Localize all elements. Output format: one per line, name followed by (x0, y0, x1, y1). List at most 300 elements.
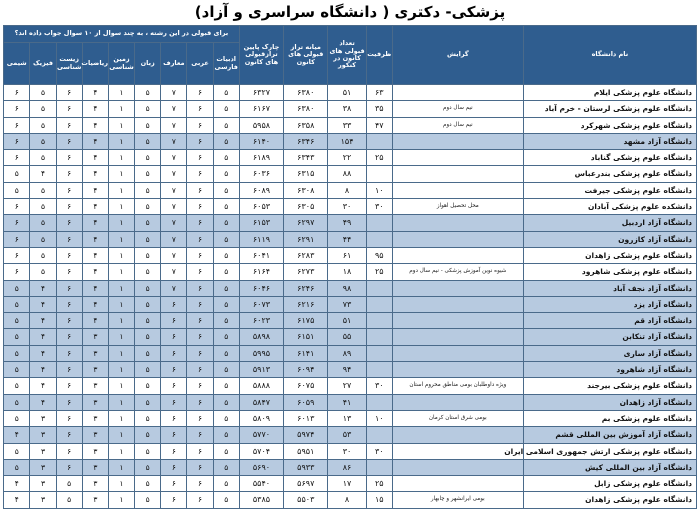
cell-score: ۶ (161, 313, 187, 329)
cell-score: ۵ (213, 394, 239, 410)
cell-accepted: ۱۳ (328, 410, 366, 426)
cell-score: ۵ (30, 85, 56, 101)
cell-group (392, 459, 523, 475)
cell-score: ۶ (56, 117, 82, 133)
cell-score: ۱ (108, 133, 134, 149)
cell-score: ۱ (108, 378, 134, 394)
cell-score: ۵ (4, 296, 30, 312)
cell-score: ۴ (82, 101, 108, 117)
cell-score: ۷ (161, 215, 187, 231)
cell-capacity: ۲۵ (366, 476, 392, 492)
cell-score: ۷ (161, 182, 187, 198)
cell-score: ۱ (108, 476, 134, 492)
cell-score: ۴ (82, 247, 108, 263)
table-row (4, 85, 697, 101)
header-subject: فیزیک (30, 43, 56, 85)
table-row (4, 247, 697, 263)
cell-score: ۵ (4, 329, 30, 345)
cell-score: ۵ (213, 264, 239, 280)
cell-university: دانشگاه آزاد ساری (523, 345, 696, 361)
cell-score: ۵ (213, 117, 239, 133)
cell-group (392, 427, 523, 443)
cell-score: ۱ (108, 231, 134, 247)
cell-score: ۵ (135, 329, 161, 345)
cell-capacity (366, 231, 392, 247)
cell-score: ۶ (161, 345, 187, 361)
cell-score: ۶ (56, 85, 82, 101)
cell-score: ۶ (161, 329, 187, 345)
table-row (4, 280, 697, 296)
cell-score: ۵ (30, 247, 56, 263)
cell-capacity (366, 166, 392, 182)
cell-university: دانشگاه علوم پزشکی بندرعباس (523, 166, 696, 182)
cell-score: ۵ (30, 133, 56, 149)
cell-score: ۶ (4, 199, 30, 215)
cell-score: ۶ (187, 443, 213, 459)
cell-score: ۶ (187, 394, 213, 410)
cell-score: ۵ (213, 345, 239, 361)
cell-score: ۵ (135, 410, 161, 426)
cell-university: دانشگاه آزاد آموزش بین المللی قشم (523, 427, 696, 443)
cell-accepted: ۴۹ (328, 215, 366, 231)
cell-university: دانشگاه علوم پزشکی شاهرود (523, 264, 696, 280)
cell-score: ۳ (82, 394, 108, 410)
cell-avg-level: ۶۳۰۵ (284, 199, 328, 215)
cell-group: شیوه نوین آموزش پزشکی - نیم سال دوم (392, 264, 523, 280)
cell-score: ۳ (82, 459, 108, 475)
cell-avg-level: ۵۹۷۴ (284, 427, 328, 443)
cell-score: ۷ (161, 117, 187, 133)
cell-avg-level: ۶۳۵۸ (284, 117, 328, 133)
cell-accepted: ۸۸ (328, 166, 366, 182)
cell-q1-level: ۶۰۷۳ (239, 296, 283, 312)
cell-score: ۶ (161, 378, 187, 394)
cell-capacity (366, 215, 392, 231)
cell-q1-level: ۵۸۴۷ (239, 394, 283, 410)
cell-score: ۶ (56, 280, 82, 296)
cell-score: ۵ (56, 476, 82, 492)
table-row (4, 394, 697, 410)
cell-capacity: ۹۵ (366, 247, 392, 263)
cell-score: ۶ (187, 215, 213, 231)
cell-score: ۶ (56, 231, 82, 247)
cell-university: دانشگاه آزاد نجف آباد (523, 280, 696, 296)
cell-score: ۱ (108, 329, 134, 345)
cell-score: ۵ (4, 443, 30, 459)
cell-accepted: ۱۷ (328, 476, 366, 492)
cell-score: ۴ (82, 117, 108, 133)
cell-score: ۶ (56, 101, 82, 117)
cell-score: ۵ (213, 378, 239, 394)
cell-score: ۱ (108, 166, 134, 182)
cell-q1-level: ۵۳۸۵ (239, 492, 283, 508)
cell-group: بومی شرق استان کرمان (392, 410, 523, 426)
cell-score: ۶ (56, 199, 82, 215)
cell-score: ۴ (82, 150, 108, 166)
cell-q1-level: ۶۰۲۳ (239, 313, 283, 329)
cell-score: ۵ (213, 329, 239, 345)
cell-capacity: ۳۵ (366, 101, 392, 117)
cell-score: ۶ (187, 296, 213, 312)
cell-university: دانشگاه علوم پزشکی گناباد (523, 150, 696, 166)
cell-capacity (366, 296, 392, 312)
header-accepted: تعداد قبولی های کانون در کنکور (328, 26, 366, 85)
cell-avg-level: ۶۳۴۶ (284, 133, 328, 149)
cell-score: ۵ (213, 280, 239, 296)
cell-avg-level: ۶۱۷۵ (284, 313, 328, 329)
cell-score: ۴ (30, 345, 56, 361)
cell-score: ۵ (30, 101, 56, 117)
cell-university: دانشگاه علوم پزشکی لرستان - خرم آباد (523, 101, 696, 117)
table-row (4, 150, 697, 166)
cell-score: ۶ (161, 427, 187, 443)
cell-university: دانشگاه آزاد یزد (523, 296, 696, 312)
cell-accepted: ۱۸ (328, 264, 366, 280)
cell-score: ۵ (4, 182, 30, 198)
cell-group (392, 394, 523, 410)
table-row (4, 345, 697, 361)
cell-q1-level: ۶۰۸۹ (239, 182, 283, 198)
table-row (4, 410, 697, 426)
cell-avg-level: ۶۲۸۳ (284, 247, 328, 263)
cell-group (392, 313, 523, 329)
cell-accepted: ۸ (328, 182, 366, 198)
cell-avg-level: ۶۲۷۳ (284, 264, 328, 280)
cell-score: ۵ (4, 280, 30, 296)
cell-university: دانشگاه آزاد اردبیل (523, 215, 696, 231)
cell-q1-level: ۶۱۵۳ (239, 215, 283, 231)
cell-university: دانشگاه آزاد بین المللی کیش (523, 459, 696, 475)
cell-score: ۶ (187, 378, 213, 394)
cell-score: ۵ (213, 247, 239, 263)
cell-score: ۶ (161, 476, 187, 492)
cell-score: ۵ (30, 117, 56, 133)
table-row (4, 313, 697, 329)
cell-university: دانشگاه آزاد مشهد (523, 133, 696, 149)
cell-score: ۶ (161, 362, 187, 378)
cell-score: ۵ (213, 362, 239, 378)
cell-score: ۶ (187, 85, 213, 101)
cell-q1-level: ۶۱۴۰ (239, 133, 283, 149)
cell-score: ۴ (82, 280, 108, 296)
cell-accepted: ۵۱ (328, 313, 366, 329)
cell-score: ۵ (213, 443, 239, 459)
cell-score: ۷ (161, 199, 187, 215)
cell-score: ۵ (213, 459, 239, 475)
cell-score: ۳ (30, 410, 56, 426)
cell-score: ۷ (161, 101, 187, 117)
cell-score: ۶ (56, 443, 82, 459)
cell-group (392, 150, 523, 166)
cell-score: ۴ (82, 264, 108, 280)
cell-score: ۱ (108, 117, 134, 133)
cell-score: ۵ (213, 492, 239, 508)
cell-score: ۵ (135, 150, 161, 166)
cell-score: ۵ (135, 101, 161, 117)
cell-score: ۶ (4, 117, 30, 133)
cell-avg-level: ۵۹۳۳ (284, 459, 328, 475)
table-row (4, 329, 697, 345)
table-row (4, 492, 697, 508)
cell-q1-level: ۶۱۶۷ (239, 101, 283, 117)
cell-score: ۶ (4, 247, 30, 263)
cell-score: ۶ (187, 166, 213, 182)
cell-q1-level: ۶۰۴۶ (239, 280, 283, 296)
cell-group (392, 133, 523, 149)
cell-score: ۴ (82, 85, 108, 101)
cell-score: ۵ (135, 296, 161, 312)
cell-university: دانشگاه علوم پزشکی بم (523, 410, 696, 426)
cell-score: ۷ (161, 150, 187, 166)
cell-group (392, 182, 523, 198)
cell-capacity (366, 313, 392, 329)
cell-score: ۱ (108, 345, 134, 361)
cell-university: دانشگاه علوم پزشکی زاهدان (523, 247, 696, 263)
cell-q1-level: ۶۱۱۹ (239, 231, 283, 247)
cell-score: ۱ (108, 362, 134, 378)
table-row (4, 166, 697, 182)
header-avg-level: میانه تراز قبولی های کانون (284, 26, 328, 85)
cell-score: ۵ (30, 182, 56, 198)
cell-score: ۵ (213, 150, 239, 166)
cell-score: ۶ (56, 150, 82, 166)
cell-accepted: ۹۸ (328, 280, 366, 296)
table-row (4, 199, 697, 215)
cell-score: ۳ (82, 443, 108, 459)
cell-group (392, 85, 523, 101)
cell-group (392, 231, 523, 247)
cell-q1-level: ۶۱۸۹ (239, 150, 283, 166)
cell-score: ۳ (82, 362, 108, 378)
cell-score: ۴ (30, 280, 56, 296)
cell-capacity: ۳۰ (366, 443, 392, 459)
cell-score: ۵ (135, 492, 161, 508)
cell-score: ۶ (187, 182, 213, 198)
cell-capacity: ۲۵ (366, 150, 392, 166)
header-answers: برای قبولی در این رشته ، به چند سوال از ۱۰ سوال جواب داده اند؟ (4, 26, 240, 43)
cell-q1-level: ۶۰۴۱ (239, 247, 283, 263)
cell-score: ۴ (4, 492, 30, 508)
cell-capacity: ۶۳ (366, 85, 392, 101)
cell-score: ۴ (30, 313, 56, 329)
cell-score: ۶ (4, 264, 30, 280)
cell-accepted: ۵۱ (328, 85, 366, 101)
cell-score: ۱ (108, 410, 134, 426)
cell-score: ۵ (135, 85, 161, 101)
header-subject: ادبیات فارسی (213, 43, 239, 85)
cell-score: ۵ (4, 166, 30, 182)
cell-score: ۶ (187, 313, 213, 329)
cell-university: دانشگاه آزاد تنکابن (523, 329, 696, 345)
cell-university: دانشگاه آزاد زاهدان (523, 394, 696, 410)
header-q1-level: چارک پایین ترازقبولی های کانون (239, 26, 283, 85)
cell-score: ۱ (108, 296, 134, 312)
cell-avg-level: ۶۳۱۵ (284, 166, 328, 182)
cell-score: ۵ (30, 150, 56, 166)
cell-score: ۵ (213, 182, 239, 198)
cell-score: ۴ (30, 362, 56, 378)
cell-score: ۵ (135, 247, 161, 263)
cell-score: ۵ (213, 427, 239, 443)
cell-score: ۶ (187, 264, 213, 280)
cell-score: ۶ (187, 101, 213, 117)
results-table (3, 25, 697, 509)
cell-university: دانشگاه آزاد شاهرود (523, 362, 696, 378)
cell-score: ۳ (82, 492, 108, 508)
cell-q1-level: ۵۶۹۰ (239, 459, 283, 475)
cell-score: ۴ (30, 166, 56, 182)
cell-score: ۶ (187, 345, 213, 361)
cell-capacity: ۲۵ (366, 264, 392, 280)
cell-university: دانشگاه علوم پزشکی ایلام (523, 85, 696, 101)
table-row (4, 182, 697, 198)
cell-score: ۳ (82, 476, 108, 492)
cell-avg-level: ۶۱۵۱ (284, 329, 328, 345)
cell-score: ۵ (135, 394, 161, 410)
header-subject: معارف (161, 43, 187, 85)
cell-score: ۶ (187, 362, 213, 378)
header-subject: زیست شناسی (56, 43, 82, 85)
cell-score: ۵ (213, 231, 239, 247)
cell-university: دانشگاه آزاد کازرون (523, 231, 696, 247)
cell-score: ۴ (30, 378, 56, 394)
cell-score: ۳ (82, 329, 108, 345)
header-capacity: ظرفیت (366, 26, 392, 85)
header-subject: زبان (135, 43, 161, 85)
cell-q1-level: ۵۸۰۹ (239, 410, 283, 426)
cell-capacity: ۱۰ (366, 182, 392, 198)
cell-score: ۶ (4, 133, 30, 149)
cell-score: ۴ (30, 329, 56, 345)
cell-score: ۱ (108, 280, 134, 296)
table-row (4, 101, 697, 117)
cell-group (392, 296, 523, 312)
cell-avg-level: ۶۳۸۰ (284, 101, 328, 117)
cell-score: ۵ (135, 199, 161, 215)
cell-score: ۵ (135, 427, 161, 443)
cell-accepted: ۷۳ (328, 296, 366, 312)
cell-score: ۶ (187, 199, 213, 215)
cell-capacity: ۱۵ (366, 492, 392, 508)
cell-score: ۱ (108, 101, 134, 117)
cell-accepted: ۴۴ (328, 231, 366, 247)
cell-university: دانشگاه علوم پزشکی بیرجند (523, 378, 696, 394)
cell-score: ۱ (108, 427, 134, 443)
header-subject: زمین شناسی (108, 43, 134, 85)
cell-q1-level: ۶۰۳۶ (239, 166, 283, 182)
cell-accepted: ۹۴ (328, 362, 366, 378)
cell-q1-level: ۵۷۰۴ (239, 443, 283, 459)
table-row (4, 476, 697, 492)
cell-score: ۵ (213, 215, 239, 231)
cell-capacity: ۴۷ (366, 117, 392, 133)
cell-q1-level: ۵۵۴۰ (239, 476, 283, 492)
cell-score: ۶ (56, 296, 82, 312)
cell-score: ۷ (161, 133, 187, 149)
cell-university: دانشگاه علوم پزشکی ارتش جمهوری اسلامی ایران (523, 443, 696, 459)
cell-group: محل تحصیل اهواز (392, 199, 523, 215)
cell-score: ۱ (108, 394, 134, 410)
cell-accepted: ۵۳ (328, 427, 366, 443)
table-row (4, 231, 697, 247)
cell-score: ۵ (213, 166, 239, 182)
cell-score: ۳ (30, 459, 56, 475)
cell-q1-level: ۵۹۹۵ (239, 345, 283, 361)
cell-accepted: ۳۰ (328, 199, 366, 215)
cell-score: ۵ (213, 101, 239, 117)
cell-score: ۵ (4, 378, 30, 394)
cell-score: ۶ (56, 264, 82, 280)
cell-score: ۵ (56, 492, 82, 508)
cell-score: ۵ (135, 166, 161, 182)
cell-score: ۱ (108, 247, 134, 263)
cell-group: بومی ایرانشهر و چابهار (392, 492, 523, 508)
cell-group (392, 476, 523, 492)
header-university: نام دانشگاه (523, 26, 696, 85)
cell-score: ۳ (30, 492, 56, 508)
cell-score: ۶ (4, 231, 30, 247)
cell-accepted: ۴۱ (328, 394, 366, 410)
cell-score: ۳ (82, 427, 108, 443)
cell-group: نیم سال دوم (392, 101, 523, 117)
cell-group: نیم سال دوم (392, 117, 523, 133)
cell-university: دانشکده علوم پزشکی آبادان (523, 199, 696, 215)
cell-capacity (366, 394, 392, 410)
cell-score: ۵ (213, 133, 239, 149)
cell-score: ۵ (135, 378, 161, 394)
header-subject: ریاضیات (82, 43, 108, 85)
cell-score: ۵ (135, 280, 161, 296)
cell-score: ۶ (161, 394, 187, 410)
cell-score: ۵ (213, 410, 239, 426)
cell-avg-level: ۵۵۰۳ (284, 492, 328, 508)
cell-score: ۶ (56, 182, 82, 198)
table-row (4, 378, 697, 394)
table-row (4, 362, 697, 378)
cell-avg-level: ۵۶۹۷ (284, 476, 328, 492)
cell-score: ۶ (187, 247, 213, 263)
cell-score: ۷ (161, 280, 187, 296)
cell-score: ۳ (82, 345, 108, 361)
cell-score: ۴ (82, 199, 108, 215)
cell-score: ۴ (30, 296, 56, 312)
cell-score: ۵ (213, 476, 239, 492)
cell-score: ۶ (187, 329, 213, 345)
cell-accepted: ۲۲ (328, 150, 366, 166)
cell-capacity: ۳۰ (366, 199, 392, 215)
cell-q1-level: ۵۸۹۸ (239, 329, 283, 345)
table-row (4, 264, 697, 280)
cell-score: ۴ (4, 427, 30, 443)
cell-score: ۷ (161, 247, 187, 263)
cell-score: ۵ (135, 133, 161, 149)
cell-score: ۶ (56, 133, 82, 149)
cell-score: ۶ (56, 215, 82, 231)
cell-q1-level: ۵۹۵۸ (239, 117, 283, 133)
cell-score: ۶ (161, 492, 187, 508)
cell-avg-level: ۶۲۴۶ (284, 280, 328, 296)
cell-score: ۶ (56, 247, 82, 263)
cell-score: ۴ (82, 166, 108, 182)
cell-score: ۶ (161, 296, 187, 312)
cell-capacity: ۱۰ (366, 410, 392, 426)
cell-score: ۶ (56, 329, 82, 345)
cell-group (392, 345, 523, 361)
cell-capacity (366, 329, 392, 345)
cell-q1-level: ۵۸۸۸ (239, 378, 283, 394)
cell-avg-level: ۶۳۴۳ (284, 150, 328, 166)
cell-score: ۳ (82, 378, 108, 394)
